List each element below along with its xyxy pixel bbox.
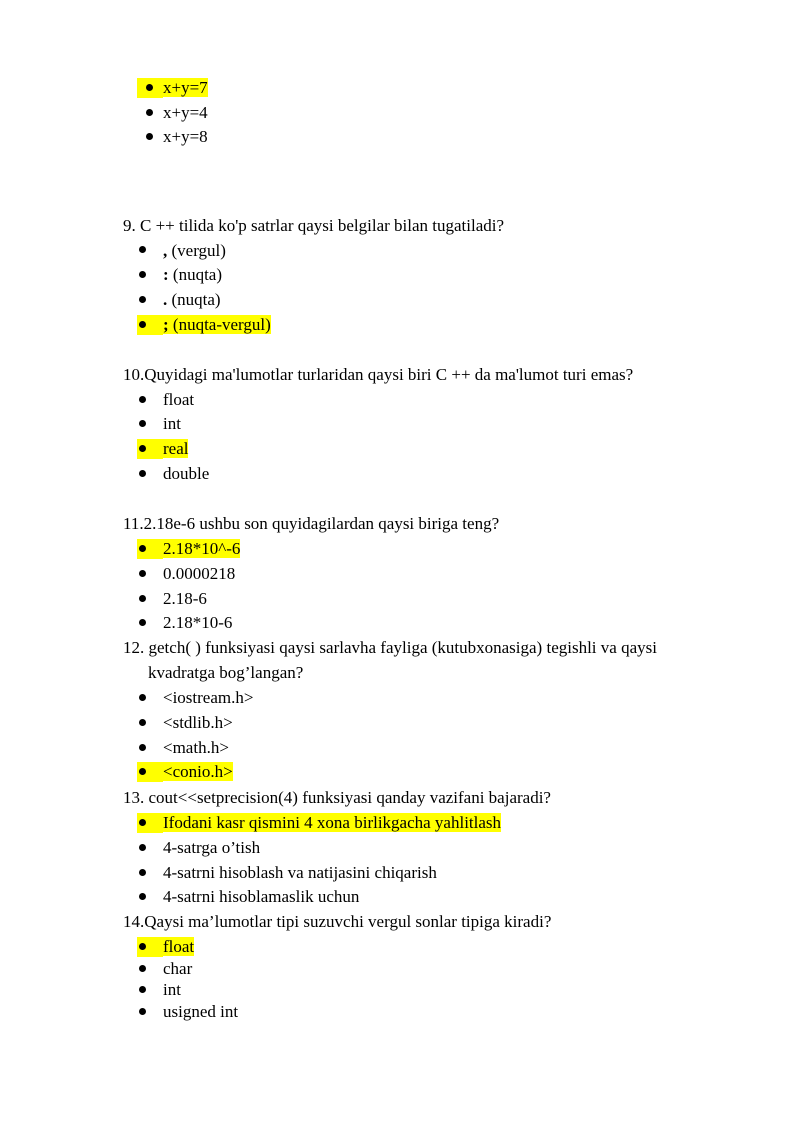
list-item: Ifodani kasr qismini 4 xona birlikgacha yahlitlash bbox=[163, 813, 502, 832]
bullet-icon bbox=[139, 986, 146, 993]
bullet-icon bbox=[139, 246, 146, 253]
bullet-icon bbox=[146, 133, 153, 140]
list-item: int bbox=[163, 414, 181, 433]
bullet-icon bbox=[139, 296, 146, 303]
list-item: int bbox=[163, 980, 181, 999]
list-item: float bbox=[163, 937, 195, 956]
bullet-icon bbox=[139, 595, 146, 602]
bullet-icon bbox=[139, 744, 146, 751]
bullet-icon bbox=[139, 719, 146, 726]
question-12: 12. getch( ) funksiyasi qaysi sarlavha fayliga (kutubxonasiga) tegishli va qaysi bbox=[123, 638, 657, 657]
list-item: 2.18-6 bbox=[163, 589, 207, 608]
list-item: : (nuqta) bbox=[163, 265, 223, 284]
list-item: x+y=7 bbox=[163, 78, 208, 97]
list-item: usigned int bbox=[163, 1002, 239, 1021]
question-14: 14.Qaysi ma’lumotlar tipi suzuvchi vergul sonlar tipiga kiradi? bbox=[123, 912, 552, 931]
list-item: 4-satrni hisoblash va natijasini chiqarish bbox=[163, 863, 437, 882]
list-item: <conio.h> bbox=[163, 762, 233, 781]
bullet-icon bbox=[139, 570, 146, 577]
list-item: , (vergul) bbox=[163, 241, 226, 260]
bullet-icon bbox=[139, 694, 146, 701]
question-13: 13. cout<<setprecision(4) funksiyasi qanday vazifani bajaradi? bbox=[123, 788, 551, 807]
list-item: 4-satrni hisoblamaslik uchun bbox=[163, 887, 360, 906]
bullet-icon bbox=[139, 545, 146, 552]
question-11: 11.2.18e-6 ushbu son quyidagilardan qaysi biriga teng? bbox=[123, 514, 500, 533]
bullet-icon bbox=[139, 768, 146, 775]
list-item: 2.18*10^-6 bbox=[163, 539, 241, 558]
bullet-icon bbox=[139, 844, 146, 851]
question-10: 10.Quyidagi ma'lumotlar turlaridan qaysi biri C ++ da ma'lumot turi emas? bbox=[123, 365, 634, 384]
bullet-icon bbox=[146, 84, 153, 91]
list-item: 0.0000218 bbox=[163, 564, 236, 583]
bullet-icon bbox=[139, 445, 146, 452]
question-12-continuation: kvadratga bog’langan? bbox=[148, 663, 304, 682]
list-item: <math.h> bbox=[163, 738, 229, 757]
bullet-icon bbox=[146, 109, 153, 116]
list-item: <stdlib.h> bbox=[163, 713, 233, 732]
list-item: ; (nuqta-vergul) bbox=[163, 315, 271, 334]
list-item: . (nuqta) bbox=[163, 290, 221, 309]
bullet-icon bbox=[139, 869, 146, 876]
question-9: 9. C ++ tilida ko'p satrlar qaysi belgilar bilan tugatiladi? bbox=[123, 216, 505, 235]
bullet-icon bbox=[139, 321, 146, 328]
bullet-icon bbox=[139, 943, 146, 950]
bullet-icon bbox=[139, 396, 146, 403]
bullet-icon bbox=[139, 1008, 146, 1015]
list-item: real bbox=[163, 439, 189, 458]
bullet-icon bbox=[139, 470, 146, 477]
bullet-icon bbox=[139, 271, 146, 278]
list-item: <iostream.h> bbox=[163, 688, 254, 707]
bullet-icon bbox=[139, 893, 146, 900]
list-item: 4-satrga o’tish bbox=[163, 838, 261, 857]
list-item: double bbox=[163, 464, 210, 483]
bullet-icon bbox=[139, 420, 146, 427]
bullet-icon bbox=[139, 965, 146, 972]
list-item: char bbox=[163, 959, 193, 978]
bullet-icon bbox=[139, 619, 146, 626]
list-item: float bbox=[163, 390, 195, 409]
list-item: x+y=4 bbox=[163, 103, 208, 122]
list-item: x+y=8 bbox=[163, 127, 208, 146]
bullet-icon bbox=[139, 819, 146, 826]
list-item: 2.18*10-6 bbox=[163, 613, 233, 632]
